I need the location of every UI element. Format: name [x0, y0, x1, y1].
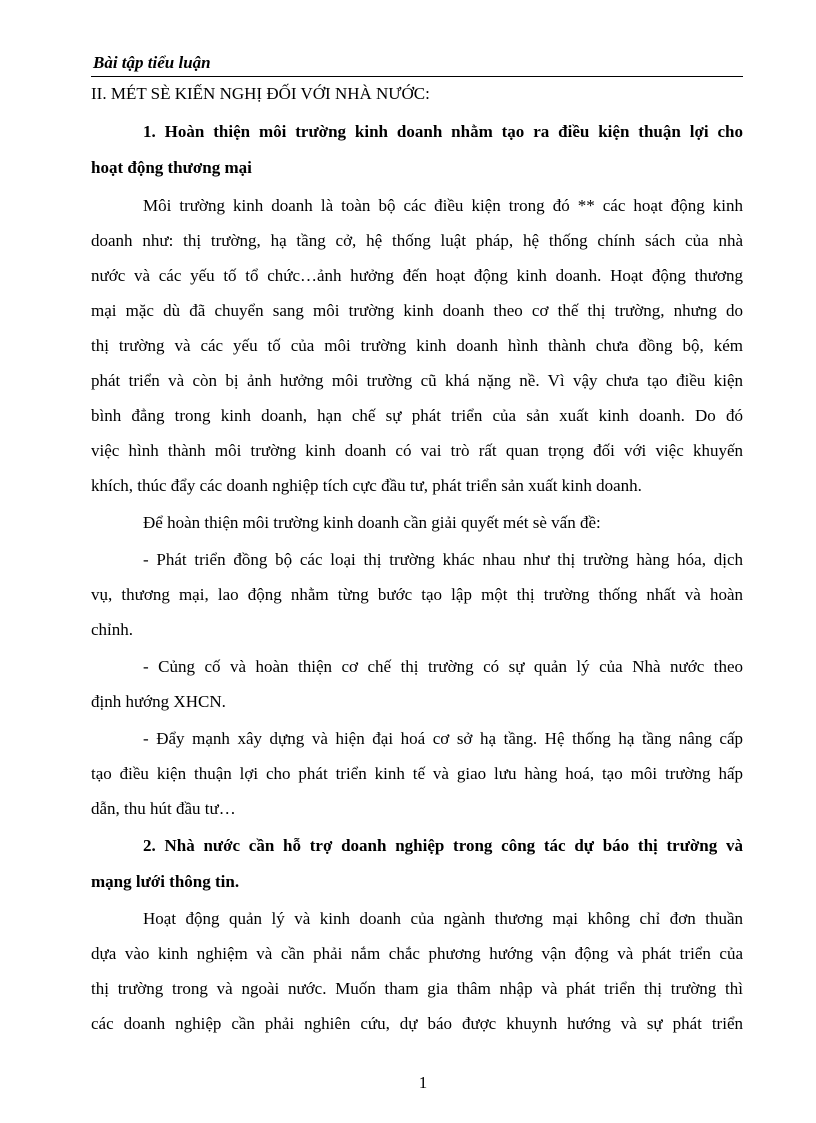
paragraph-3-line-4: các doanh nghiệp cần phải nghiên cứu, dự báo được khuynh hướng và sự phát triển — [91, 1014, 743, 1033]
paragraph-1-line-5: thị trường và các yếu tố của môi trường kinh doanh hình thành chưa đồng bộ, kém — [91, 336, 743, 355]
paragraph-2-line-1: Để hoàn thiện môi trường kinh doanh cần giải quyết mét sè vấn đề: — [143, 513, 601, 532]
bullet-3-line-2: tạo điều kiện thuận lợi cho phát triển kinh tế và giao lưu hàng hoá, tạo môi trường hấp — [91, 764, 743, 783]
subheading-2-line-1: 2. Nhà nước cần hỗ trợ doanh nghiệp trong công tác dự báo thị trường và — [143, 836, 743, 855]
page-number: 1 — [418, 1073, 428, 1092]
paragraph-1-line-9: khích, thúc đẩy các doanh nghiệp tích cực đầu tư, phát triển sản xuất kinh doanh. — [91, 476, 642, 495]
bullet-3-line-1: - Đẩy mạnh xây dựng và hiện đại hoá cơ sở hạ tầng. Hệ thống hạ tầng nâng cấp — [143, 729, 743, 748]
bullet-1-line-1: - Phát triển đồng bộ các loại thị trường khác nhau như thị trường hàng hóa, dịch — [143, 550, 743, 569]
paragraph-1-line-7: bình đẳng trong kinh doanh, hạn chế sự phát triển của sản xuất kinh doanh. Do đó — [91, 406, 743, 425]
paragraph-1-line-3: nước và các yếu tố tổ chức…ảnh hưởng đến hoạt động kinh doanh. Hoạt động thương — [91, 266, 743, 285]
paragraph-3-line-2: dựa vào kinh nghiệm và cần phải nắm chắc phương hướng vận động và phát triển của — [91, 944, 743, 963]
bullet-2-line-2: định hướng XHCN. — [91, 692, 226, 711]
subheading-2-line-2: mạng lưới thông tin. — [91, 872, 240, 891]
bullet-1-line-2: vụ, thương mại, lao động nhằm từng bước tạo lập một thị trường thống nhất và hoàn — [91, 585, 743, 604]
bullet-3-line-3: dẫn, thu hút đầu tư… — [91, 799, 236, 818]
paragraph-1-line-2: doanh như: thị trường, hạ tầng cở, hệ thống luật pháp, hệ thống chính sách của nhà — [91, 231, 743, 250]
bullet-1-line-3: chỉnh. — [91, 620, 134, 639]
subheading-1-line-2: hoạt động thương mại — [91, 158, 252, 177]
paragraph-1-line-1: Môi trường kinh doanh là toàn bộ các điều kiện trong đó ** các hoạt động kinh — [143, 196, 743, 215]
paragraph-1-line-6: phát triển và còn bị ảnh hưởng môi trường cũ khá nặng nề. Vì vậy chưa tạo điều kiện — [91, 371, 743, 390]
bullet-2-line-1: - Củng cố và hoàn thiện cơ chế thị trường có sự quản lý của Nhà nước theo — [143, 657, 743, 676]
header-title: Bài tập tiểu luận — [93, 53, 211, 72]
paragraph-3-line-3: thị trường trong và ngoài nước. Muốn tham gia thâm nhập và phát triển thị trường thì — [91, 979, 743, 998]
subheading-1-line-1: 1. Hoàn thiện môi trường kinh doanh nhằm tạo ra điều kiện thuận lợi cho — [143, 122, 743, 141]
section-heading: II. MÉT SÈ KIẾN NGHỊ ĐỐI VỚI NHÀ NƯỚC: — [91, 84, 430, 103]
paragraph-1-line-8: việc hình thành môi trường kinh doanh có vai trò rất quan trọng đối với việc khuyến — [91, 441, 743, 460]
running-header — [91, 52, 743, 77]
paragraph-1-line-4: mại mặc dù đã chuyển sang môi trường kinh doanh theo cơ thế thị trường, nhưng do — [91, 301, 743, 320]
paragraph-3-line-1: Hoạt động quản lý và kinh doanh của ngành thương mại không chỉ đơn thuần — [143, 909, 743, 928]
